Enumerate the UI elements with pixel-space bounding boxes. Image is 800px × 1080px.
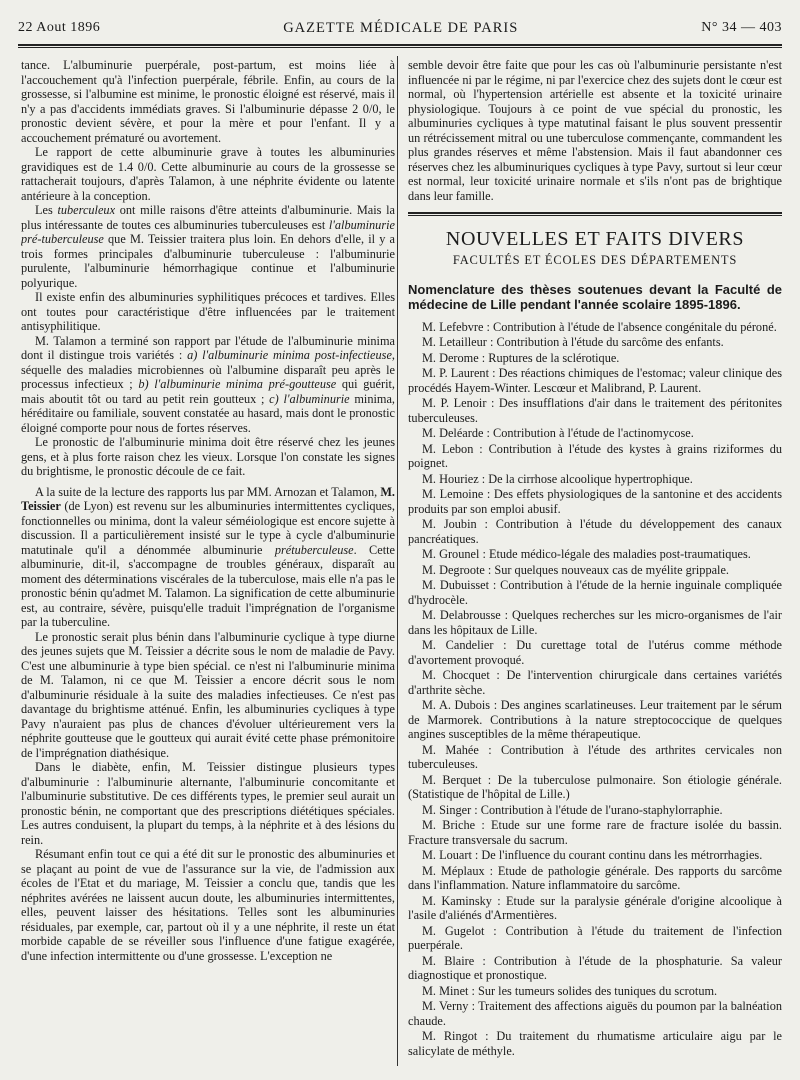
thesis-entry: M. Houriez : De la cirrhose alcoolique hypertrophique. xyxy=(422,471,693,486)
paragraph: semble devoir être faite que pour les cas où l'albuminurie persistante n'est influencée ni par le régime, ni par l'exercice chez des sujets dont le cœur est normal, où l'hypertension artérielle est absente et la toxicité urinaire physiologique. Toujours à ce point de vue spécial du pronostic, les albuminuries cycliques à type matutinal faisant le plus souvent pressentir un rétrécissement mitral ou une tuberculose commençante, commandent les plus grandes réserves et même l'abstension. Mais il faut abandonner ces réserves chez les albuminuriques cycliques à type Pavy, surtout si leur cœur est normal, leur toxicité urinaire normale et s'ils n'ont pas de brightique dans leur famille. xyxy=(408,58,782,203)
thesis-entry: M. Lefebvre : Contribution à l'étude de l'absence congénitale du péroné. xyxy=(422,319,777,334)
paragraph: Il existe enfin des albuminuries syphilitiques précoces et tardives. Elles ont toutes pour caractéristique d'être influencées par le traitement antisyphilitique. xyxy=(21,290,395,333)
paragraph: Le pronostic serait plus bénin dans l'albuminurie cyclique à type diurne des jeunes sujets que M. Teissier a décrite sous le nom de maladie de Pavy. C'est une albuminurie à type bien spécial. ce n'est ni l'albuminurie minima de M. Talamon, ni ce que M. Teissier a encore décrit sous le nom d'albuminurie résiduale à la suite des maladies infectieuses. Ce n'est pas davantage du brightisme atténué. Enfin, les albuminuries cycliques à type Pavy n'auraient pas plus de chances d'évoluer ultérieurement vers la néphrite goutteuse que le goutteux qui aurait évité cette phase prémonitoire de l'imprégnation diathésique. xyxy=(21,629,395,760)
thesis-entry: M. Singer : Contribution à l'étude de l'urano-staphylorraphie. xyxy=(422,802,723,817)
thesis-entry: M. Verny : Traitement des affections aiguës du poumon par la balnéation chaude. xyxy=(408,999,782,1028)
paragraph: tance. L'albuminurie puerpérale, post-partum, est moins liée à l'accouchement qu'à l'infection puerpérale, fébrile. Enfin, au cours de la grossesse, si l'albumine est minime, le pronostic éloigné est réservé, mais il n'y a pas d'accidents immédiats graves. Si l'albuminurie dépasse 2 0/0, le pronostic devient sévère, et pour la mère et pour l'enfant. Il y a accouchement prématuré ou avortement. xyxy=(21,58,395,145)
thesis-entry: M. Candelier : Du curettage total de l'utérus comme méthode d'avortement provoqué. xyxy=(408,638,782,667)
thesis-entry: M. Minet : Sur les tumeurs solides des tuniques du scrotum. xyxy=(422,983,718,998)
paragraph: Les tuberculeux ont mille raisons d'être atteints d'albuminurie. Mais la plus intéressante de toutes ces albuminuries tuberculeuses est l'albuminurie pré-tuberculeuse que M. Teissier traitera plus loin. En dehors d'elle, il y a trois formes principales d'albuminurie tuberculeuse : l'albuminurie purulente, l'albuminurie hémorrhagique continue et l'albuminurie polyurique. xyxy=(21,203,395,290)
column-divider xyxy=(397,56,398,1066)
section-rule xyxy=(408,212,782,216)
thesis-entry: M. Chocquet : De l'intervention chirurgicale dans certaines variétés d'arthrite sèche. xyxy=(408,668,782,697)
paragraph: Le pronostic de l'albuminurie minima doit être réservé chez les jeunes gens, et à plus forte raison chez les vieux. Lorsque l'on constate les signes du brightisme, le pronostic découle de ce fait. xyxy=(21,435,395,478)
thesis-entry: M. P. Lenoir : Des insufflations d'air dans le traitement des péritonites tuberculeuses. xyxy=(408,396,782,425)
section-title: NOUVELLES ET FAITS DIVERS xyxy=(445,228,745,250)
thesis-entry: M. Berquet : De la tuberculose pulmonaire. Son étiologie générale. (Statistique de l'hôpital de Lille.) xyxy=(408,772,782,801)
paragraph: Résumant enfin tout ce qui a été dit sur le pronostic des albuminuries et se plaçant au point de vue de l'assurance sur la vie, de l'admission aux écoles de l'Etat et du mariage, M. Teissier a conclu que, tandis que les néphrites avérées ne laissent aucun doute, les albuminuries intermittentes, elles, peuvent laisser des hésitations. Telles sont les albuminuries résiduales, par exemple, car, partout où il y a une néphrite, il reste un état morbide capable de se réveiller sous l'influence d'une fatigue exagérée, d'une infection intermittente ou d'une grossesse. L'exception ne xyxy=(21,847,395,963)
issue-date: 22 Aout 1896 xyxy=(18,20,101,35)
issue-page-number: N° 34 — 403 xyxy=(701,20,782,35)
thesis-entry: M. Letailleur : Contribution à l'étude du sarcôme des enfants. xyxy=(422,335,724,349)
thesis-entry: M. Blaire : Contribution à l'étude de la phosphaturie. Sa valeur diagnostique et pronostique. xyxy=(408,953,782,982)
thesis-entry: M. Derome : Ruptures de la sclérotique. xyxy=(422,350,620,365)
right-column xyxy=(408,58,782,1068)
thesis-entry: M. Ringot : Du traitement du rhumatisme articulaire aigu par le salicylate de méthyle. xyxy=(408,1029,782,1058)
thesis-entry: M. Lebon : Contribution à l'étude des kystes à grains riziformes du poignet. xyxy=(408,441,782,470)
paragraph: A la suite de la lecture des rapports lus par MM. Arnozan et Talamon, M. Teissier (de Lyon) est revenu sur les albuminuries intermittentes cycliques, fonctionnelles ou minima, dont la valeur séméiologique est encore sujette à discussion. Il a particulièrement insisté sur le type à cycle d'albuminurie matutinale qu'il a dénommée albuminurie prétuberculeuse. Cette albuminurie, dit-il, s'accompagne de troubles généraux, disparaît au moment des déterminations viscérales de la tuberculose, mais elle n'a pas le pronostic bénin qu'admet M. Talamon. La signification de cette albuminurie est, au contraire, sévère, puisqu'elle traduit l'imprégnation de l'organisme par la tuberculine. xyxy=(21,484,395,629)
thesis-entry: M. Dubuisset : Contribution à l'étude de la hernie inguinale compliquée d'hydrocèle. xyxy=(408,578,782,607)
thesis-entry: M. Degroote : Sur quelques nouveaux cas de myélite grippale. xyxy=(422,562,729,577)
theses-list xyxy=(408,320,782,1059)
thesis-entry: M. Deléarde : Contribution à l'étude de l'actinomycose. xyxy=(422,426,694,440)
journal-title: GAZETTE MÉDICALE DE PARIS xyxy=(283,19,519,36)
left-column xyxy=(21,58,395,1068)
paragraph: M. Talamon a terminé son rapport par l'étude de l'albuminurie minima dont il distingue trois variétés : a) l'albuminurie minima post-infectieuse, séquelle des maladies microbiennes où l'albumine disparaît peu après le processus infectieux ; b) l'albuminurie minima pré-goutteuse qui guérit, mais aboutit tôt ou tard au petit rein goutteux ; c) l'albuminurie minima, héréditaire ou familiale, souvent constatée au hasard, mais dont le pronostic éloigné comporte pour nous de fortes réserves. xyxy=(21,333,395,435)
paragraph: Dans le diabète, enfin, M. Teissier distingue plusieurs types d'albuminurie : l'albuminurie alternante, l'albuminurie concomitante et l'albuminurie substitutive. De ces différents types, le premier seul aurait un pronostic bénin, ne comportant que des prescriptions diététiques spéciales. Les autres conduisent, la plupart du temps, à la néphrite et à des lésions du rein. xyxy=(21,760,395,847)
section-subtitle: FACULTÉS ET ÉCOLES DES DÉPARTEMENTS xyxy=(452,253,738,267)
thesis-entry: M. Gugelot : Contribution à l'étude du traitement de l'infection puerpérale. xyxy=(408,923,782,952)
thesis-entry: M. Mahée : Contribution à l'étude des arthrites cervicales non tuberculeuses. xyxy=(408,742,782,771)
thesis-entry: M. Grounel : Etude médico-légale des maladies post-traumatiques. xyxy=(422,547,751,561)
thesis-entry: M. Briche : Etude sur une forme rare de fracture isolée du bassin. Fracture transversale du sacrum. xyxy=(408,818,782,847)
thesis-entry: M. A. Dubois : Des angines scarlatineuses. Leur traitement par le sérum de Marmorek. Contributions à la nature streptococcique de quelques angines susceptibles de la même thérapeutique. xyxy=(408,698,782,741)
paragraph: Le rapport de cette albuminurie grave à toutes les albuminuries gravidiques est de 1.4 0/0. Cette albuminurie au cours de la grossesse se rattacherait toujours, d'après Talamon, à une néphrite évidente ou latente antérieure à la conception. xyxy=(21,145,395,203)
thesis-entry: M. Lemoine : Des effets physiologiques de la santonine et des accidents produits par son emploi abusif. xyxy=(408,487,782,516)
article-heading: Nomenclature des thèses soutenues devant la Faculté de médecine de Lille pendant l'année scolaire 1895-1896. xyxy=(408,281,782,312)
header-rule xyxy=(18,44,782,48)
thesis-entry: M. Joubin : Contribution à l'étude du développement des canaux pancréatiques. xyxy=(408,517,782,546)
thesis-entry: M. Louart : De l'influence du courant continu dans les métrorrhagies. xyxy=(422,848,763,862)
thesis-entry: M. Méplaux : Etude de pathologie générale. Des rapports du sarcôme dans l'inflammation. Nature inflammatoire du sarcôme. xyxy=(408,863,782,892)
thesis-entry: M. Kaminsky : Etude sur la paralysie générale d'origine alcoolique à l'asile d'aliénés d'Armentières. xyxy=(408,893,782,922)
thesis-entry: M. Delabrousse : Quelques recherches sur les micro-organismes de l'air dans les hôpitaux de Lille. xyxy=(408,608,782,637)
page-header xyxy=(18,16,782,40)
thesis-entry: M. P. Laurent : Des réactions chimiques de l'estomac; valeur clinique des procédés Hayem-Winter. Lescœur et Malibrand, P. Laurent. xyxy=(408,366,782,395)
